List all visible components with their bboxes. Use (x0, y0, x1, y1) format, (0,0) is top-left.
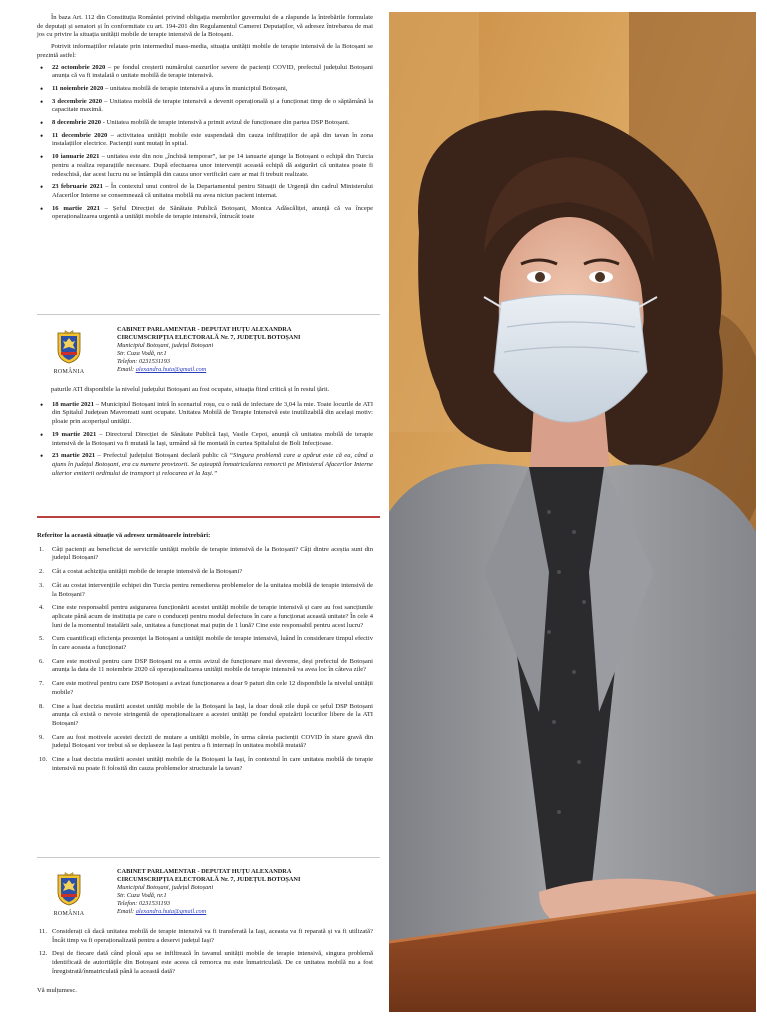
romania-coat-of-arms-icon (55, 330, 83, 364)
letterhead-text (117, 868, 300, 916)
question-text: Care este motivul pentru care DSP Botoșani nu a emis avizul de funcționare mai devreme, deși prefectul de Botoșani anunța la data de 11 noiembrie 2020 că operaționalizarea unității mobile de terapie intensivă va avea loc în câteva zile? (52, 657, 373, 674)
question-number: 12. (39, 950, 48, 958)
question-item (37, 756, 373, 773)
email-label: Email: (117, 908, 136, 916)
timeline-item (37, 64, 373, 81)
question-item (37, 604, 373, 630)
page-2 (37, 386, 373, 482)
timeline-date: 3 decembrie 2020 (52, 97, 103, 105)
cabinet-title: CABINET PARLAMENTAR - DEPUTAT HUȚU ALEXANDRA (117, 868, 292, 875)
questions-lead: Referitor la această situație vă adresez următoarele întrebări: (37, 532, 211, 539)
letterhead-text (117, 326, 300, 374)
timeline-text: – Directorul Direcției de Sănătate Publică Iași, Vasile Cepoi, anunță că unitatea mobilă de terapie intensivă de la Botoșani va fi mutată la Iași, urmând să fie montată în curtea Spitalului de Boli Infecțioase. (52, 430, 373, 447)
question-item (37, 546, 373, 563)
timeline-item (37, 119, 373, 128)
timeline-text: – Municipiul Botoșani intră în scenariul roșu, cu o rată de infectare de 3,04 la mie. Toate locurile de ATI din Spitalul Județean Mavromati sunt ocupate. Unitatea Mobilă de Terapie Intensivă este inutilizabilă din același motiv: ploaie prin acoperișul unității. (52, 400, 374, 426)
timeline-list-1 (37, 64, 373, 223)
timeline-date: 19 martie 2021 (52, 430, 97, 438)
phone: Telefon: 0231531193 (117, 358, 170, 366)
question-number: 6. (39, 657, 44, 665)
timeline-date: 22 octombrie 2020 (52, 63, 106, 71)
timeline-text: – Șeful Direcției de Sănătate Publică Botoșani, Monica Adăscăliței, anunță că va începe operaționalizarea urgentă a unității mobile de terapie intensivă, întrucât toate (52, 204, 373, 221)
email-line (117, 366, 300, 374)
phone: Telefon: 0231531193 (117, 900, 170, 908)
timeline-item (37, 205, 373, 222)
question-number: 10. (39, 756, 48, 764)
timeline-item (37, 452, 373, 478)
timeline-list-2 (37, 401, 373, 479)
page-separator (37, 314, 380, 315)
question-number: 3. (39, 581, 44, 589)
timeline-item (37, 85, 373, 94)
letterhead-1 (37, 322, 373, 384)
timeline-text: – unitatea mobilă de terapie intensivă a ajuns în municipiul Botoșani, (103, 84, 288, 92)
question-item (37, 734, 373, 751)
continuation-paragraph: paturile ATI disponibile la nivelul județului Botoșani au fost ocupate, situația fiind critică și în restul țării. (51, 386, 330, 393)
question-item (37, 582, 373, 599)
question-text: Cât a costat achiziția unității mobile de terapie intensivă de la Botoșani? (52, 568, 243, 576)
timeline-date: 23 martie 2021 (52, 452, 96, 460)
question-text: Care este motivul pentru care DSP Botoșani a avizat funcționarea a doar 9 paturi din cele 12 disponibile la nivelul unității mobile? (52, 680, 373, 696)
questions-list-1 (37, 546, 373, 774)
timeline-item (37, 132, 373, 149)
question-number: 2. (39, 568, 44, 576)
timeline-item (37, 153, 373, 179)
letterhead-2 (37, 864, 373, 926)
constituency: CIRCUMSCRIPȚIA ELECTORALĂ Nr. 7, JUDEȚUL BOTOȘANI (117, 876, 301, 884)
timeline-date: 11 noiembrie 2020 (52, 84, 104, 92)
portrait-illustration (389, 12, 756, 1012)
page-separator-red (37, 516, 380, 518)
timeline-date: 16 martie 2021 (52, 204, 100, 212)
timeline-text: – unitatea este din nou „închisă temporar”, iar pe 14 ianuarie ajunge la Botoșani o echipă din Turcia pentru a realiza reparațiile necesare. După efectuarea unor intervenții aceastâ echipă dă asigurări că unitatea poate fi redeschisă, dar acest lucru nu se întâmplă din cauza unor verificări care ar mai fi trebuit realizate. (52, 153, 373, 178)
question-text: Cum cuantificați eficiența prezenței la Botoșani a unității mobile de terapie intensivă, luând în considerare timpul efectiv în care aceasta a funcționat? (52, 635, 373, 652)
timeline-text: – activitatea unității mobile este suspendată din cauza infiltrațiilor de apă din tavan în zona instalațiilor electrice. Pacienții sunt mutați în spital. (52, 131, 374, 148)
page-4 (37, 928, 373, 998)
question-number: 1. (39, 545, 44, 553)
question-number: 11. (39, 928, 47, 935)
portrait-photo (389, 12, 756, 1012)
closing-line: Vă mulțumesc. (37, 986, 77, 994)
country-label: ROMÂNIA (53, 369, 85, 375)
timeline-date: 10 ianuarie 2021 (52, 153, 100, 161)
column-gap (380, 0, 389, 1024)
email-line (117, 908, 300, 916)
email-link[interactable]: alexandra.huta@gmail.com (135, 366, 207, 374)
question-text: Cine este responsabil pentru asigurarea funcționării acestei unități mobile de terapie intensivă și care au fost sancțiunile aplicate până acum de instituția pe care o conduceți pentru modul defectuos în care a funcționat această unitate? În cele 4 luni de la momentul instalării sale, unitatea a funcționat mai puțin de 1 lună? Cine este responsabil pentru acest lucru? (52, 604, 373, 629)
timeline-text: – pe fondul creșterii numărului cazurilor severe de pacienți COVID, prefectul județului Botoșani anunța că va fi instalată o unitate mobilă de terapie intensivă. (52, 63, 373, 80)
question-text: Deși de fiecare dată când plouă apa se infiltrează în tavanul unității mobile de terapie intensivă, singura problemă identificată de autoritățile din Botoșani este aceea că remorca nu este înmatriculată. De ce unitatea mobilă nu a fost înregistrată/înmatriculată până la această dată? (52, 950, 373, 975)
question-text: Cine a luat decizia mutării acestei unități mobile de la Botoșani la Iași, la doar două zile după ce șeful DSP Botoșani anunța că există o nevoie stringentă de operaționalizare a acestei unități pe fondul epuizării locurilor libere de la ATI Botoșani? (52, 702, 373, 727)
timeline-text: – Unitatea mobilă de terapie intensivă a devenit operațională și a funcționat timp de o săptămână la capacitate maximă. (52, 97, 374, 114)
email-label: Email: (117, 366, 136, 374)
intro-paragraph: În baza Art. 112 din Constituția României privind obligația membrilor guvernului de a răspunde la întrebările formulate de deputați și senatori și în conformitate cu art. 194-201 din Regulamentul Camerei Deputaților, vă adresez întrebarea de mai jos cu privire la situația unității mobile de terapie intensivă de la Botoșani. (37, 14, 373, 39)
country-label: ROMÂNIA (53, 911, 85, 917)
street-address: Str. Cuza Vodă, nr.1 (117, 892, 167, 900)
context-paragraph: Potrivit informațiilor relatate prin intermediul mass-media, situația unității mobile de terapie intensivă de la Botoșani se prezintă astfel: (37, 43, 373, 59)
question-text: Cine a luat decizia mutării acestei unități mobile de la Botoșani la Iași, în contextul în care unitatea mobilă de terapie intensivă nu poate fi folosită din cauza problemelor structurale la tavan? (52, 756, 373, 772)
timeline-item (37, 98, 373, 115)
timeline-date: 8 decembrie 2020 (52, 119, 102, 127)
question-number: 4. (39, 604, 44, 612)
timeline-text: – Prefectul județului Botoșani declară public că (95, 452, 230, 460)
question-item (37, 568, 373, 577)
email-link[interactable]: alexandra.huta@gmail.com (135, 908, 207, 916)
question-number: 9. (39, 733, 44, 741)
timeline-date: 18 martie 2021 (52, 400, 95, 408)
page-separator (37, 857, 380, 858)
question-text: Câți pacienți au beneficiat de serviciile unității mobile de terapie intensivă de la Botoșani? Câți dintre aceștia sunt din județul Botoșani? (52, 545, 373, 562)
question-item (37, 658, 373, 675)
timeline-item (37, 183, 373, 200)
question-text: Care au fost motivele acestei decizii de mutare a unității mobile, în urma căreia pacienții COVID în stare gravă din județul Botoșani vor trebui să se deplaseze la Iași pentru a fi internați în unitatea mobilă mutată? (52, 733, 373, 750)
timeline-text: – În contextul unui control de la Departamentul pentru Situații de Urgență din cadrul Ministerului Afacerilor Interne se consemnează că unitatea mobilă nu avea niciun pacient internat. (52, 183, 373, 199)
question-text: Considerați că dacă unitatea mobilă de terapie intensivă va fi transferată la Iași, aceasta va fi reparată și va fi utilizată? Încât timp va fi operaționalizată pentru a deservi județul Iași? (52, 928, 373, 944)
question-number: 5. (39, 635, 44, 643)
timeline-date: 11 decembrie 2020 (52, 131, 108, 139)
question-text: Cât au costat intervențiile echipei din Turcia pentru remedierea problemelor de la unitatea mobilă de terapie intensivă de la Botoșani? (52, 581, 373, 598)
question-item (37, 703, 373, 729)
cabinet-title: CABINET PARLAMENTAR - DEPUTAT HUȚU ALEXANDRA (117, 326, 292, 333)
romania-coat-of-arms-icon (55, 872, 83, 906)
municipality: Municipiul Botoșani, județul Botoșani (117, 884, 214, 892)
page-3 (37, 532, 373, 778)
constituency: CIRCUMSCRIPȚIA ELECTORALĂ Nr. 7, JUDEȚUL BOTOȘANI (117, 334, 301, 342)
timeline-quote: “Singura problemă care a apărut este că ea, când a ajuns în județul Botoșani, era cu numere provizorii. Se așteaptă înmatricularea remorcii pe Ministerul Afacerilor Interne ulterior emiterii ordinului de transport și relocarea ei la Iași.” (52, 452, 373, 477)
questions-list-2 (37, 928, 373, 977)
question-number: 7. (39, 680, 44, 688)
timeline-item (37, 431, 373, 448)
street-address: Str. Cuza Vodă, nr.1 (117, 350, 167, 358)
document-column (0, 0, 380, 1024)
question-item (37, 635, 373, 652)
municipality: Municipiul Botoșani, județul Botoșani (117, 342, 214, 350)
page-1 (37, 14, 373, 226)
question-item (37, 680, 373, 697)
timeline-item (37, 401, 373, 427)
question-item (37, 950, 373, 976)
question-item (37, 928, 373, 945)
timeline-text: - Unitatea mobilă de terapie intensivă a primit avizul de funcționare din partea DSP Botoșani. (101, 119, 350, 127)
timeline-date: 23 februarie 2021 (52, 183, 103, 191)
question-number: 8. (39, 702, 44, 710)
